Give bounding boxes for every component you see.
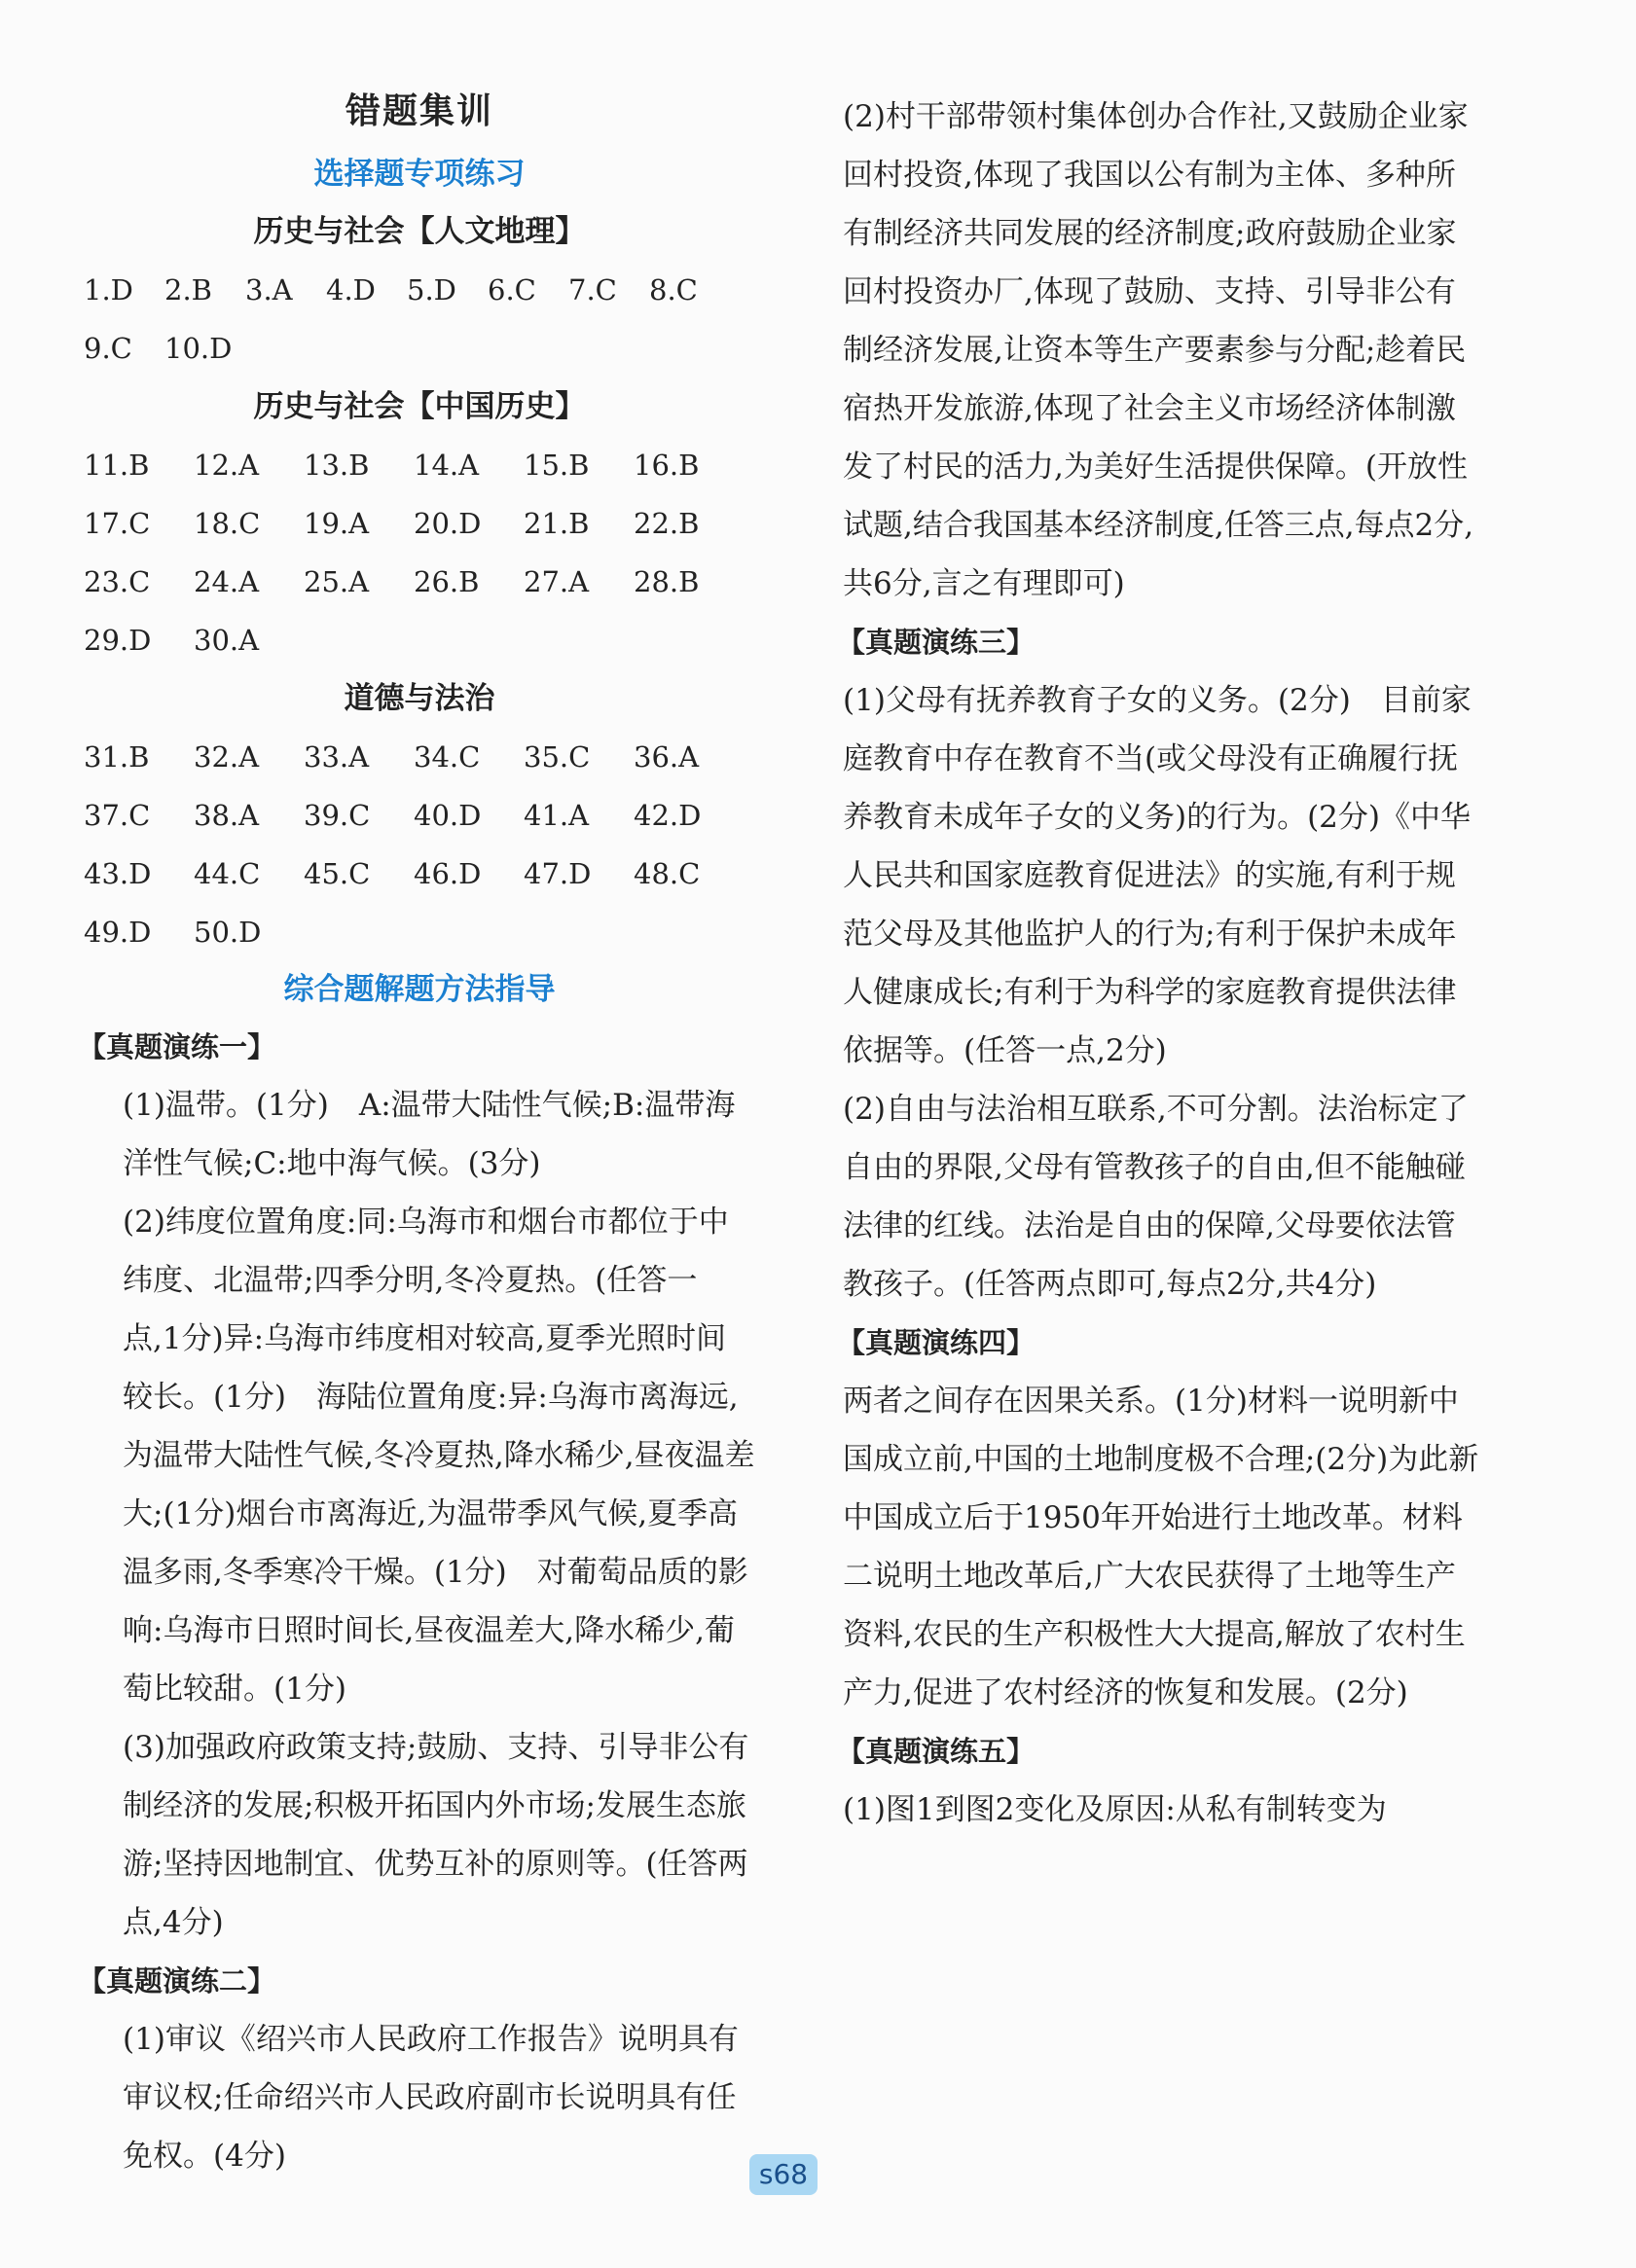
answer-item: 27.A (524, 565, 590, 598)
answer-item: 45.C (304, 857, 371, 890)
answer-item: 36.A (634, 740, 700, 774)
answer-grid-morality-law (84, 728, 755, 961)
practice-3-heading: 【真题演练三】 (837, 626, 1036, 659)
answer-item: 9.C (84, 332, 132, 365)
practice-1-heading: 【真题演练一】 (78, 1030, 276, 1063)
practice-1-answer-3: (3)加强政府政策支持;鼓励、支持、引导非公有制经济的发展;积极开拓国内外市场;发展生态旅游;坚持因地制宜、优势互补的原则等。(任答两点,4分) (123, 1730, 749, 1940)
answer-item: 4.D (326, 273, 376, 306)
answer-item: 1.D (84, 273, 133, 306)
answer-item: 15.B (524, 449, 590, 482)
practice-2-answer-2: (2)村干部带领村集体创办合作社,又鼓励企业家回村投资,体现了我国以公有制为主体、多种所有制经济共同发展的经济制度;政府鼓励企业家回村投资办厂,体现了鼓励、支持、引导非公有制经济发展,让资本等生产要素参与分配;趁着民宿热开发旅游,体现了社会主义市场经济体制激发了村民的活力,为美好生活提供保障。(开放性试题,结合我国基本经济制度,任答三点,每点2分,共6分,言之有理即可) (843, 99, 1474, 601)
practice-3-answer-2: (2)自由与法治相互联系,不可分割。法治标定了自由的界限,父母有管教孩子的自由,但不能触碰法律的红线。法治是自由的保障,父母要依法管教孩子。(任答两点即可,每点2分,共4分) (843, 1092, 1469, 1302)
section-heading-geography: 历史与社会【人文地理】 (253, 214, 586, 249)
answer-item: 41.A (524, 799, 590, 832)
left-column (78, 78, 755, 2185)
answer-item: 33.A (304, 740, 370, 774)
answer-item: 42.D (634, 799, 702, 832)
answer-item: 34.C (414, 740, 481, 774)
answer-item: 20.D (414, 507, 482, 540)
answer-item: 25.A (304, 565, 370, 598)
answer-item: 49.D (84, 916, 152, 949)
practice-5-answer-1: (1)图1到图2变化及原因:从私有制转变为 (843, 1792, 1387, 1827)
answer-item: 14.A (414, 449, 480, 482)
right-column (837, 88, 1485, 1839)
answer-item: 17.C (84, 507, 151, 540)
answer-item: 7.C (568, 273, 617, 306)
answer-item: 47.D (524, 857, 592, 890)
answer-item: 24.A (194, 565, 260, 598)
answer-item: 19.A (304, 507, 370, 540)
answer-item: 22.B (634, 507, 700, 540)
practice-2-answer-1: (1)审议《绍兴市人民政府工作报告》说明具有审议权;任命绍兴市人民政府副市长说明具有任免权。(4分) (123, 2022, 739, 2174)
answer-item: 18.C (194, 507, 261, 540)
practice-5-heading: 【真题演练五】 (837, 1735, 1036, 1768)
answer-item: 16.B (634, 449, 700, 482)
practice-4-heading: 【真题演练四】 (837, 1326, 1036, 1359)
answer-item: 8.C (649, 273, 698, 306)
answer-item: 38.A (194, 799, 260, 832)
answer-item: 37.C (84, 799, 151, 832)
answer-item: 23.C (84, 565, 151, 598)
page-number: s68 (749, 2154, 818, 2195)
answer-item: 26.B (414, 565, 480, 598)
answer-item: 3.A (245, 273, 293, 306)
answer-grid-history (84, 436, 755, 669)
section-heading-morality-law: 道德与法治 (344, 681, 495, 716)
answer-item: 13.B (304, 449, 370, 482)
answer-grid-geography (84, 261, 755, 378)
practice-1-answer-1: (1)温带。(1分) A:温带大陆性气候;B:温带海洋性气候;C:地中海气候。(3分) (123, 1088, 736, 1181)
practice-4-answer-1: 两者之间存在因果关系。(1分)材料一说明新中国成立前,中国的土地制度极不合理;(2分)为此新中国成立后于1950年开始进行土地改革。材料二说明土地改革后,广大农民获得了土地等生产资料,农民的生产积极性大大提高,解放了农村生产力,促进了农村经济的恢复和发展。(2分) (843, 1384, 1479, 1710)
practice-1-answer-2: (2)纬度位置角度:同:乌海市和烟台市都位于中纬度、北温带;四季分明,冬冷夏热。(任答一点,1分)异:乌海市纬度相对较高,夏季光照时间较长。(1分) 海陆位置角度:异:乌海市离海远,为温带大陆性气候,冬冷夏热,降水稀少,昼夜温差大;(1分)烟台市离海近,为温带季风气候,夏季高温多雨,冬季寒冷干燥。(1分) 对葡萄品质的影响:乌海市日照时间长,昼夜温差大,降水稀少,葡萄比较甜。(1分) (123, 1205, 755, 1707)
answer-item: 50.D (194, 916, 262, 949)
answer-item: 48.C (634, 857, 701, 890)
answer-item: 39.C (304, 799, 371, 832)
answer-item: 44.C (194, 857, 261, 890)
method-section-title: 综合题解题方法指导 (283, 972, 556, 1007)
answer-item: 28.B (634, 565, 700, 598)
answer-item: 43.D (84, 857, 152, 890)
page-title: 错题集训 (345, 91, 493, 131)
answer-item: 5.D (407, 273, 456, 306)
practice-3-answer-1: (1)父母有抚养教育子女的义务。(2分) 目前家庭教育中存在教育不当(或父母没有正确履行抚养教育未成年子女的义务)的行为。(2分)《中华人民共和国家庭教育促进法》的实施,有利于规范父母及其他监护人的行为;有利于保护未成年人健康成长;有利于为科学的家庭教育提供法律依据等。(任答一点,2分) (843, 683, 1472, 1068)
answer-item: 12.A (194, 449, 260, 482)
section-heading-history: 历史与社会【中国历史】 (253, 389, 586, 424)
answer-item: 29.D (84, 624, 152, 657)
answer-item: 40.D (414, 799, 482, 832)
answer-item: 21.B (524, 507, 590, 540)
answer-item: 35.C (524, 740, 591, 774)
choice-section-title: 选择题专项练习 (313, 157, 526, 192)
answer-item: 10.D (164, 332, 233, 365)
answer-item: 30.A (194, 624, 260, 657)
answer-item: 46.D (414, 857, 482, 890)
answer-item: 31.B (84, 740, 150, 774)
answer-item: 2.B (164, 273, 212, 306)
answer-item: 11.B (84, 449, 150, 482)
practice-2-heading: 【真题演练二】 (78, 1964, 276, 1998)
answer-item: 32.A (194, 740, 260, 774)
answer-item: 6.C (488, 273, 536, 306)
